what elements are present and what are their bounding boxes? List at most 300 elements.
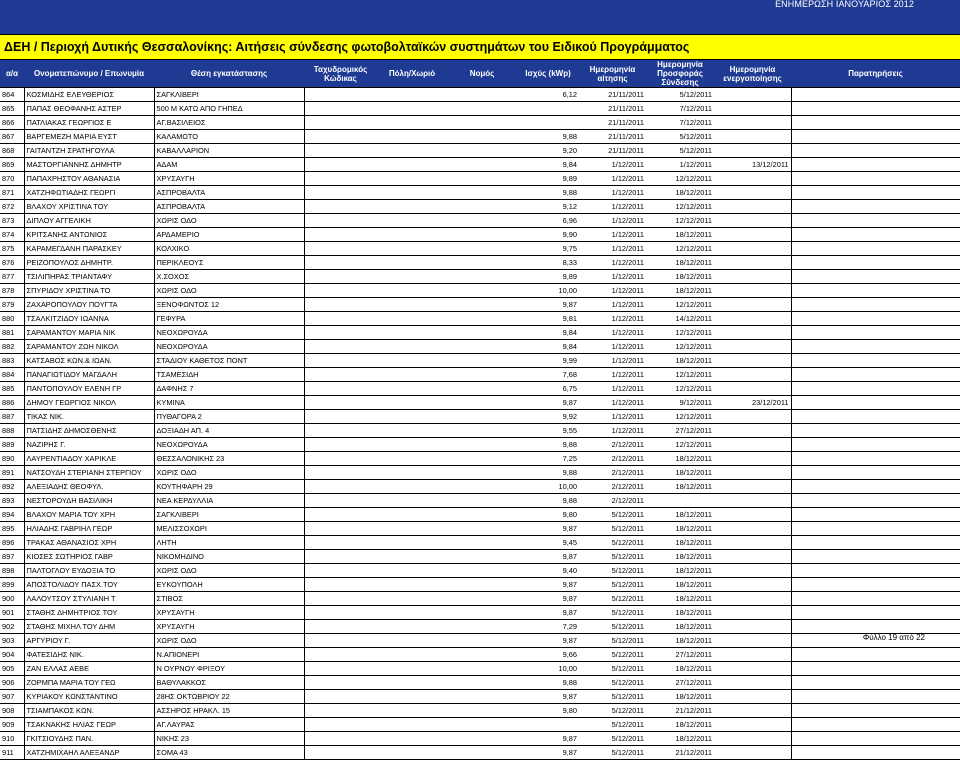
cell-aa: 881 [0, 326, 24, 340]
cell-location: ΣΑΓΚΛΙΒΕΡΙ [154, 508, 304, 522]
cell-prefecture [447, 634, 517, 648]
cell-name: ΗΛΙΑΔΗΣ ΓΑΒΡΙΗΛ ΓΕΩΡ [24, 522, 154, 536]
cell-activation-date [714, 270, 791, 284]
cell-offer-date: 12/12/2011 [646, 340, 714, 354]
cell-location: Χ.ΣΟΧΟΣ [154, 270, 304, 284]
cell-city [377, 746, 447, 760]
cell-remarks [791, 676, 960, 690]
cell-postcode [304, 662, 377, 676]
cell-activation-date [714, 480, 791, 494]
cell-offer-date: 12/12/2011 [646, 298, 714, 312]
cell-city [377, 508, 447, 522]
cell-request-date: 1/12/2011 [579, 312, 646, 326]
cell-location: ΓΕΦΥΡΑ [154, 312, 304, 326]
cell-offer-date: 27/12/2011 [646, 676, 714, 690]
cell-name: ΤΣΙΑΜΠΑΚΟΣ ΚΩΝ. [24, 704, 154, 718]
col-header-name: Ονοματεπώνυμο / Επωνυμία [24, 60, 154, 88]
cell-name: ΣΤΑΘΗΣ ΜΙΧΗΛ ΤΟΥ ΔΗΜ [24, 620, 154, 634]
cell-postcode [304, 466, 377, 480]
cell-city [377, 606, 447, 620]
cell-remarks [791, 550, 960, 564]
cell-remarks [791, 130, 960, 144]
cell-offer-date: 18/12/2011 [646, 452, 714, 466]
cell-request-date: 5/12/2011 [579, 578, 646, 592]
cell-aa: 879 [0, 298, 24, 312]
cell-remarks [791, 270, 960, 284]
cell-city [377, 214, 447, 228]
cell-postcode [304, 508, 377, 522]
cell-prefecture [447, 522, 517, 536]
cell-request-date: 1/12/2011 [579, 340, 646, 354]
cell-aa: 889 [0, 438, 24, 452]
cell-name: ΚΡΙΤΣΑΝΗΣ ΑΝΤΩΝΙΟΣ [24, 228, 154, 242]
cell-aa: 910 [0, 732, 24, 746]
title-banner [0, 34, 960, 60]
cell-location: ΝΕΟΧΩΡΟΥΔΑ [154, 340, 304, 354]
cell-postcode [304, 354, 377, 368]
cell-city [377, 690, 447, 704]
table-row [0, 662, 960, 676]
cell-prefecture [447, 130, 517, 144]
cell-power: 9,87 [517, 746, 579, 760]
cell-prefecture [447, 102, 517, 116]
cell-prefecture [447, 88, 517, 102]
table-row [0, 354, 960, 368]
cell-request-date: 1/12/2011 [579, 410, 646, 424]
table-row [0, 494, 960, 508]
cell-offer-date: 18/12/2011 [646, 662, 714, 676]
cell-postcode [304, 410, 377, 424]
cell-aa: 869 [0, 158, 24, 172]
cell-power: 9,81 [517, 312, 579, 326]
table-row [0, 270, 960, 284]
cell-prefecture [447, 228, 517, 242]
cell-activation-date [714, 116, 791, 130]
cell-aa: 867 [0, 130, 24, 144]
cell-request-date: 21/11/2011 [579, 102, 646, 116]
cell-city [377, 732, 447, 746]
cell-aa: 870 [0, 172, 24, 186]
cell-name: ΤΙΚΑΣ ΝΙΚ. [24, 410, 154, 424]
cell-postcode [304, 186, 377, 200]
cell-activation-date [714, 130, 791, 144]
cell-name: ΦΑΤΕΣΙΔΗΣ ΝΙΚ. [24, 648, 154, 662]
table-row [0, 522, 960, 536]
cell-location: ΧΡΥΣΑΥΓΗ [154, 172, 304, 186]
cell-city [377, 718, 447, 732]
col-header-request-date: Ημερομηνία αίτησης [579, 60, 646, 88]
table-row [0, 606, 960, 620]
cell-postcode [304, 130, 377, 144]
cell-city [377, 634, 447, 648]
cell-city [377, 382, 447, 396]
cell-remarks [791, 690, 960, 704]
cell-city [377, 522, 447, 536]
cell-postcode [304, 382, 377, 396]
cell-remarks [791, 480, 960, 494]
cell-remarks [791, 144, 960, 158]
cell-prefecture [447, 396, 517, 410]
cell-offer-date: 21/12/2011 [646, 704, 714, 718]
cell-remarks [791, 102, 960, 116]
table-row [0, 690, 960, 704]
cell-remarks [791, 648, 960, 662]
cell-power: 10,00 [517, 480, 579, 494]
cell-location: ΝΕΑ ΚΕΡΔΥΛΛΙΑ [154, 494, 304, 508]
cell-aa: 896 [0, 536, 24, 550]
cell-name: ΠΑΠΑΣ ΘΕΟΦΑΝΗΣ ΑΣΤΕΡ [24, 102, 154, 116]
cell-request-date: 1/12/2011 [579, 326, 646, 340]
table-row [0, 634, 960, 648]
cell-activation-date [714, 620, 791, 634]
cell-activation-date [714, 550, 791, 564]
cell-activation-date [714, 676, 791, 690]
applications-table [0, 60, 960, 760]
cell-name: ΠΑΝΑΓΙΩΤΙΔΟΥ ΜΑΓΔΑΛΗ [24, 368, 154, 382]
cell-power: 9,87 [517, 396, 579, 410]
cell-aa: 866 [0, 116, 24, 130]
cell-name: ΡΕΙΖΟΠΟΥΛΟΣ ΔΗΜΗΤΡ. [24, 256, 154, 270]
col-header-location: Θέση εγκατάστασης [154, 60, 304, 88]
cell-prefecture [447, 172, 517, 186]
cell-request-date: 5/12/2011 [579, 648, 646, 662]
col-header-postcode: Ταχυδρομικός Κώδικας [304, 60, 377, 88]
cell-remarks [791, 424, 960, 438]
col-header-power: Ισχύς (kWp) [517, 60, 579, 88]
cell-aa: 864 [0, 88, 24, 102]
cell-remarks [791, 704, 960, 718]
table-row [0, 704, 960, 718]
table-row [0, 172, 960, 186]
cell-remarks [791, 340, 960, 354]
cell-prefecture [447, 536, 517, 550]
cell-location: 28ΗΣ ΟΚΤΩΒΡΙΟΥ 22 [154, 690, 304, 704]
cell-request-date: 1/12/2011 [579, 228, 646, 242]
cell-postcode [304, 690, 377, 704]
update-label: ΕΝΗΜΕΡΩΣΗ ΙΑΝΟΥΑΡΙΟΣ 2012 [775, 0, 914, 9]
cell-request-date: 5/12/2011 [579, 662, 646, 676]
cell-activation-date [714, 242, 791, 256]
cell-aa: 892 [0, 480, 24, 494]
cell-city [377, 368, 447, 382]
cell-location: ΣΤΑΔΙΟΥ ΚΑΘΕΤΟΣ ΠΟΝΤ [154, 354, 304, 368]
cell-power: 9,87 [517, 578, 579, 592]
cell-postcode [304, 200, 377, 214]
cell-power: 9,80 [517, 508, 579, 522]
cell-activation-date [714, 648, 791, 662]
cell-offer-date: 18/12/2011 [646, 634, 714, 648]
table-row [0, 200, 960, 214]
cell-remarks [791, 494, 960, 508]
cell-prefecture [447, 186, 517, 200]
cell-activation-date [714, 326, 791, 340]
cell-remarks [791, 228, 960, 242]
table-row [0, 536, 960, 550]
cell-location: ΚΑΒΑΛΛΑΡΙΟΝ [154, 144, 304, 158]
cell-remarks [791, 256, 960, 270]
cell-location: ΑΔΑΜ [154, 158, 304, 172]
cell-prefecture [447, 494, 517, 508]
cell-offer-date: 12/12/2011 [646, 410, 714, 424]
cell-activation-date [714, 228, 791, 242]
cell-offer-date: 18/12/2011 [646, 228, 714, 242]
table-row [0, 312, 960, 326]
cell-activation-date: 13/12/2011 [714, 158, 791, 172]
cell-aa: 895 [0, 522, 24, 536]
col-header-remarks: Παρατηρήσεις [791, 60, 960, 88]
cell-location: Ν.ΑΠΙΟΝΕΡΙ [154, 648, 304, 662]
cell-prefecture [447, 550, 517, 564]
cell-power: 9,87 [517, 634, 579, 648]
cell-request-date: 5/12/2011 [579, 536, 646, 550]
cell-remarks [791, 200, 960, 214]
cell-request-date: 5/12/2011 [579, 732, 646, 746]
col-header-activation-date: Ημερομηνία ενεργοποίησης [714, 60, 791, 88]
cell-name: ΓΑΙΤΑΝΤΖΗ ΣΡΑΤΗΓΟΥΛΑ [24, 144, 154, 158]
cell-remarks [791, 116, 960, 130]
cell-request-date: 2/12/2011 [579, 438, 646, 452]
cell-prefecture [447, 200, 517, 214]
cell-request-date: 21/11/2011 [579, 88, 646, 102]
cell-location: ΠΕΡΙΚΛΕΟΥΣ [154, 256, 304, 270]
cell-location: ΤΣΑΜΕΣΙΔΗ [154, 368, 304, 382]
cell-prefecture [447, 382, 517, 396]
cell-postcode [304, 144, 377, 158]
cell-prefecture [447, 648, 517, 662]
cell-location: ΧΩΡΙΣ ΟΔΟ [154, 564, 304, 578]
cell-power: 9,87 [517, 298, 579, 312]
cell-request-date: 1/12/2011 [579, 368, 646, 382]
cell-city [377, 354, 447, 368]
cell-offer-date: 18/12/2011 [646, 620, 714, 634]
cell-activation-date [714, 438, 791, 452]
cell-prefecture [447, 732, 517, 746]
cell-offer-date: 12/12/2011 [646, 214, 714, 228]
cell-power: 10,00 [517, 284, 579, 298]
cell-request-date: 5/12/2011 [579, 606, 646, 620]
table-row [0, 158, 960, 172]
cell-location: ΒΑΘΥΛΑΚΚΟΣ [154, 676, 304, 690]
cell-activation-date [714, 746, 791, 760]
cell-request-date: 1/12/2011 [579, 284, 646, 298]
col-header-prefecture: Νομός [447, 60, 517, 88]
cell-name: ΝΑΖΙΡΗΣ Γ. [24, 438, 154, 452]
cell-name: ΖΑΝ ΕΛΛΑΣ ΑΕΒΕ [24, 662, 154, 676]
cell-offer-date: 18/12/2011 [646, 480, 714, 494]
cell-aa: 908 [0, 704, 24, 718]
cell-activation-date [714, 284, 791, 298]
cell-activation-date [714, 214, 791, 228]
cell-postcode [304, 102, 377, 116]
table-row [0, 564, 960, 578]
cell-request-date: 5/12/2011 [579, 550, 646, 564]
cell-postcode [304, 732, 377, 746]
cell-power: 10,00 [517, 662, 579, 676]
cell-prefecture [447, 746, 517, 760]
cell-request-date: 2/12/2011 [579, 494, 646, 508]
cell-prefecture [447, 424, 517, 438]
cell-request-date: 5/12/2011 [579, 634, 646, 648]
cell-city [377, 536, 447, 550]
cell-prefecture [447, 564, 517, 578]
cell-name: ΖΑΧΑΡΟΠΟΥΛΟΥ ΠΟΥΓΤΑ [24, 298, 154, 312]
cell-request-date: 5/12/2011 [579, 592, 646, 606]
cell-request-date: 5/12/2011 [579, 718, 646, 732]
cell-name: ΤΣΑΛΚΙΤΖΙΔΟΥ ΙΩΑΝΝΑ [24, 312, 154, 326]
cell-location: ΚΟΥΤΗΦΑΡΗ 29 [154, 480, 304, 494]
cell-offer-date [646, 494, 714, 508]
cell-activation-date [714, 256, 791, 270]
cell-prefecture [447, 480, 517, 494]
cell-location: ΣΑΓΚΛΙΒΕΡΙ [154, 88, 304, 102]
cell-city [377, 312, 447, 326]
cell-activation-date [714, 634, 791, 648]
cell-power: 9,88 [517, 186, 579, 200]
cell-name: ΓΚΙΤΣΙΟΥΔΗΣ ΠΑΝ. [24, 732, 154, 746]
cell-aa: 887 [0, 410, 24, 424]
cell-aa: 890 [0, 452, 24, 466]
cell-city [377, 424, 447, 438]
table-row [0, 732, 960, 746]
cell-offer-date: 21/12/2011 [646, 746, 714, 760]
cell-power: 6,12 [517, 88, 579, 102]
cell-request-date: 2/12/2011 [579, 452, 646, 466]
cell-power: 9,84 [517, 158, 579, 172]
cell-location: ΝΙΚΟΜΗΔΙΝΟ [154, 550, 304, 564]
cell-postcode [304, 606, 377, 620]
table-row [0, 592, 960, 606]
cell-aa: 883 [0, 354, 24, 368]
cell-postcode [304, 578, 377, 592]
cell-power: 7,68 [517, 368, 579, 382]
cell-postcode [304, 438, 377, 452]
cell-remarks [791, 354, 960, 368]
cell-city [377, 620, 447, 634]
cell-city [377, 228, 447, 242]
cell-offer-date: 18/12/2011 [646, 550, 714, 564]
cell-location: ΔΑΦΝΗΣ 7 [154, 382, 304, 396]
cell-location: ΑΣΠΡΟΒΑΛΤΑ [154, 186, 304, 200]
cell-city [377, 172, 447, 186]
cell-offer-date: 18/12/2011 [646, 508, 714, 522]
cell-power: 9,87 [517, 732, 579, 746]
cell-location: ΧΩΡΙΣ ΟΔΟ [154, 634, 304, 648]
cell-activation-date: 23/12/2011 [714, 396, 791, 410]
cell-name: ΔΗΜΟΥ ΓΕΩΡΓΙΟΣ ΝΙΚΟΛ [24, 396, 154, 410]
cell-name: ΣΑΡΑΜΑΝΤΟΥ ΖΩΗ ΝΙΚΟΛ [24, 340, 154, 354]
cell-postcode [304, 88, 377, 102]
cell-activation-date [714, 144, 791, 158]
cell-location: ΘΕΣΣΑΛΟΝΙΚΗΣ 23 [154, 452, 304, 466]
cell-aa: 903 [0, 634, 24, 648]
col-header-offer-date: Ημερομηνία Προσφοράς Σύνδεσης [646, 60, 714, 88]
cell-power: 9,87 [517, 606, 579, 620]
cell-city [377, 438, 447, 452]
cell-power: 9,12 [517, 200, 579, 214]
cell-aa: 893 [0, 494, 24, 508]
cell-city [377, 340, 447, 354]
cell-name: ΒΛΑΧΟΥ ΜΑΡΙΑ ΤΟΥ ΧΡΗ [24, 508, 154, 522]
cell-city [377, 284, 447, 298]
cell-aa: 909 [0, 718, 24, 732]
cell-city [377, 662, 447, 676]
cell-request-date: 2/12/2011 [579, 466, 646, 480]
cell-name: ΣΠΥΡΙΔΟΥ ΧΡΙΣΤΙΝΑ ΤΟ [24, 284, 154, 298]
cell-name: ΛΑΥΡΕΝΤΙΑΔΟΥ ΧΑΡΙΚΛΕ [24, 452, 154, 466]
cell-request-date: 1/12/2011 [579, 298, 646, 312]
cell-power: 9,84 [517, 340, 579, 354]
cell-city [377, 410, 447, 424]
cell-remarks [791, 466, 960, 480]
cell-power: 9,20 [517, 144, 579, 158]
cell-offer-date: 5/12/2011 [646, 144, 714, 158]
cell-prefecture [447, 298, 517, 312]
cell-activation-date [714, 382, 791, 396]
page-number: Φύλλο 19 από 22 [862, 633, 925, 642]
page-title: ΔΕΗ / Περιοχή Δυτικής Θεσσαλονίκης: Αιτήσεις σύνδεσης φωτοβολταϊκών συστημάτων του Ειδικού Προγράμματος [4, 40, 690, 54]
cell-aa: 875 [0, 242, 24, 256]
cell-offer-date: 5/12/2011 [646, 88, 714, 102]
col-header-city: Πόλη/Χωριό [377, 60, 447, 88]
cell-remarks [791, 326, 960, 340]
cell-city [377, 396, 447, 410]
table-row [0, 550, 960, 564]
cell-name: ΜΑΣΤΟΡΓΙΑΝΝΗΣ ΔΗΜΗΤΡ [24, 158, 154, 172]
cell-remarks [791, 536, 960, 550]
cell-name: ΠΑΛΤΟΓΛΟΥ ΕΥΔΟΞΙΑ ΤΟ [24, 564, 154, 578]
cell-city [377, 326, 447, 340]
cell-city [377, 704, 447, 718]
cell-power: 7,25 [517, 452, 579, 466]
table-row [0, 410, 960, 424]
cell-prefecture [447, 270, 517, 284]
table-row [0, 102, 960, 116]
cell-location: ΣΟΜΑ 43 [154, 746, 304, 760]
cell-power [517, 718, 579, 732]
cell-power [517, 102, 579, 116]
cell-prefecture [447, 410, 517, 424]
cell-activation-date [714, 718, 791, 732]
cell-power: 9,87 [517, 522, 579, 536]
cell-offer-date: 14/12/2011 [646, 312, 714, 326]
cell-aa: 904 [0, 648, 24, 662]
cell-remarks [791, 508, 960, 522]
cell-activation-date [714, 340, 791, 354]
cell-offer-date: 18/12/2011 [646, 564, 714, 578]
table-row [0, 116, 960, 130]
cell-aa: 872 [0, 200, 24, 214]
cell-remarks [791, 732, 960, 746]
cell-name: ΑΛΕΞΙΑΔΗΣ ΘΕΟΦΥΛ. [24, 480, 154, 494]
cell-postcode [304, 256, 377, 270]
cell-power: 9,88 [517, 494, 579, 508]
cell-city [377, 676, 447, 690]
cell-location: ΑΡΔΑΜΕΡΙΟ [154, 228, 304, 242]
cell-offer-date: 18/12/2011 [646, 592, 714, 606]
cell-name: ΣΑΡΑΜΑΝΤΟΥ ΜΑΡΙΑ ΝΙΚ [24, 326, 154, 340]
cell-offer-date: 18/12/2011 [646, 732, 714, 746]
cell-power: 9,66 [517, 648, 579, 662]
col-header-aa: α/α [0, 60, 24, 88]
cell-offer-date: 12/12/2011 [646, 200, 714, 214]
cell-remarks [791, 186, 960, 200]
cell-postcode [304, 116, 377, 130]
cell-prefecture [447, 676, 517, 690]
cell-aa: 900 [0, 592, 24, 606]
cell-power: 9,88 [517, 438, 579, 452]
cell-activation-date [714, 690, 791, 704]
cell-request-date: 1/12/2011 [579, 424, 646, 438]
